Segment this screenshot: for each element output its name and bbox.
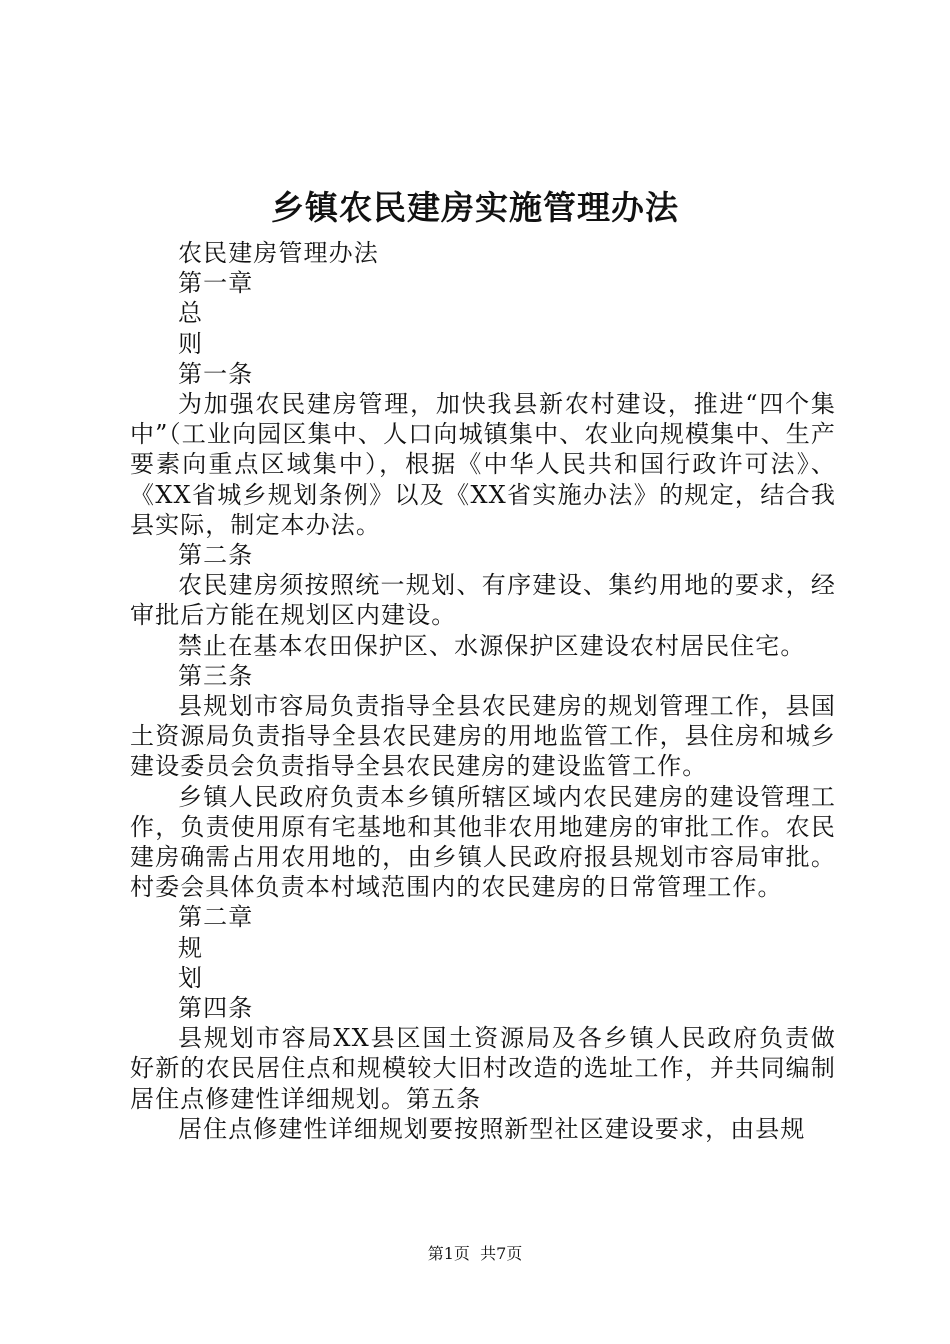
paragraph: 乡镇人民政府负责本乡镇所辖区域内农民建房的建设管理工作，负责使用原有宅基地和其他非农用地建房的审批工作。农民建房确需占用农用地的，由乡镇人民政府报县规划市容局审批。村委会具体负责本村域范围内的农民建房的日常管理工作。	[130, 782, 836, 902]
page-total: 共7页	[480, 1244, 523, 1263]
paragraph: 县规划市容局XX县区国土资源局及各乡镇人民政府负责做好新的农民居住点和规模较大旧村改造的选址工作，并共同编制居住点修建性详细规划。第五条	[130, 1024, 836, 1113]
paragraph: 县规划市容局负责指导全县农民建房的规划管理工作，县国土资源局负责指导全县农民建房的用地监管工作，县住房和城乡建设委员会负责指导全县农民建房的建设监管工作。	[130, 692, 836, 781]
document-body	[130, 238, 836, 1144]
article-heading: 第一条	[178, 359, 254, 388]
article-heading: 第二条	[178, 541, 254, 570]
chapter-heading: 第一章	[178, 269, 254, 298]
article-heading: 第四条	[178, 994, 254, 1023]
chapter-heading: 第二章	[178, 903, 254, 932]
chapter-title-char: 划	[178, 963, 204, 992]
paragraph: 农民建房须按照统一规划、有序建设、集约用地的要求，经审批后方能在规划区内建设。	[130, 571, 836, 630]
page-footer	[0, 1243, 950, 1265]
paragraph: 禁止在基本农田保护区、水源保护区建设农村居民住宅。	[178, 631, 806, 660]
paragraph: 为加强农民建房管理，加快我县新农村建设，推进“四个集中”（工业向园区集中、人口向城镇集中、农业向规模集中、生产要素向重点区域集中），根据《中华人民共和国行政许可法》、《XX省城乡规划条例》以及《XX省实施办法》的规定，结合我县实际，制定本办法。	[130, 390, 836, 539]
chapter-title-char: 规	[178, 933, 204, 962]
document-title: 乡镇农民建房实施管理办法	[271, 188, 679, 227]
article-heading: 第三条	[178, 661, 254, 690]
paragraph: 农民建房管理办法	[178, 239, 379, 267]
page-number: 第1页	[427, 1244, 470, 1263]
paragraph: 居住点修建性详细规划要按照新型社区建设要求，由县规	[178, 1114, 806, 1143]
chapter-title-char: 总	[178, 299, 204, 328]
chapter-title-char: 则	[178, 329, 204, 358]
